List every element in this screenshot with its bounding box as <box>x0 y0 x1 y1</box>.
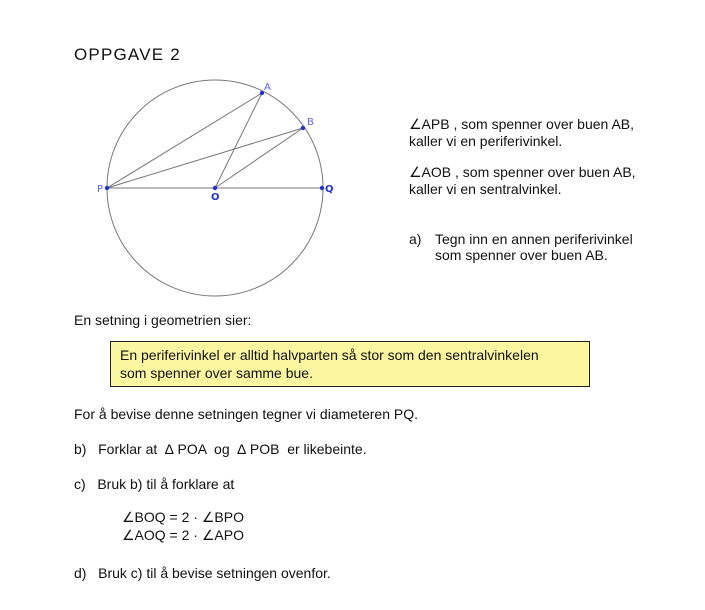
aob-line2: kaller vi en sentralvinkel. <box>409 181 562 197</box>
segment-pb <box>107 128 303 188</box>
setning-intro: En setning i geometrien sier: <box>74 312 252 328</box>
segment-ob <box>215 128 303 188</box>
label-p: P <box>97 184 104 195</box>
question-d: d) Bruk c) til å bevise setningen ovenfor. <box>74 565 331 581</box>
label-b: B <box>307 117 314 128</box>
point-p <box>105 186 109 190</box>
apb-line1: ∠APB , som spenner over buen AB, <box>409 116 635 132</box>
question-b: b) Forklar at ∆ POA og ∆ POB er likebeinte. <box>74 441 367 457</box>
question-c: c) Bruk b) til å forklare at <box>74 476 235 492</box>
label-o: O <box>211 192 220 203</box>
question-a-line2: som spenner over buen AB. <box>435 247 608 263</box>
point-q <box>320 186 324 190</box>
point-b <box>301 126 305 130</box>
apb-line2: kaller vi en periferivinkel. <box>409 133 563 149</box>
question-a-line1: Tegn inn en annen periferivinkel <box>435 231 633 247</box>
point-o <box>213 186 217 190</box>
theorem-line1: En periferivinkel er alltid halvparten så stor som den sentralvinkelen <box>120 347 539 363</box>
label-q: Q <box>325 184 334 195</box>
label-a: A <box>264 82 271 93</box>
page-title: OPPGAVE 2 <box>74 45 181 64</box>
theorem-box <box>110 341 590 387</box>
equation-aoq: ∠AOQ = 2 · ∠APO <box>122 527 244 543</box>
equation-boq: ∠BOQ = 2 · ∠BPO <box>122 509 244 525</box>
aob-line1: ∠AOB , som spenner over buen AB, <box>409 164 636 180</box>
proof-intro: For å bevise denne setningen tegner vi diameteren PQ. <box>74 406 418 422</box>
theorem-line2: som spenner over samme bue. <box>120 365 313 381</box>
question-a-label: a) <box>409 231 422 247</box>
